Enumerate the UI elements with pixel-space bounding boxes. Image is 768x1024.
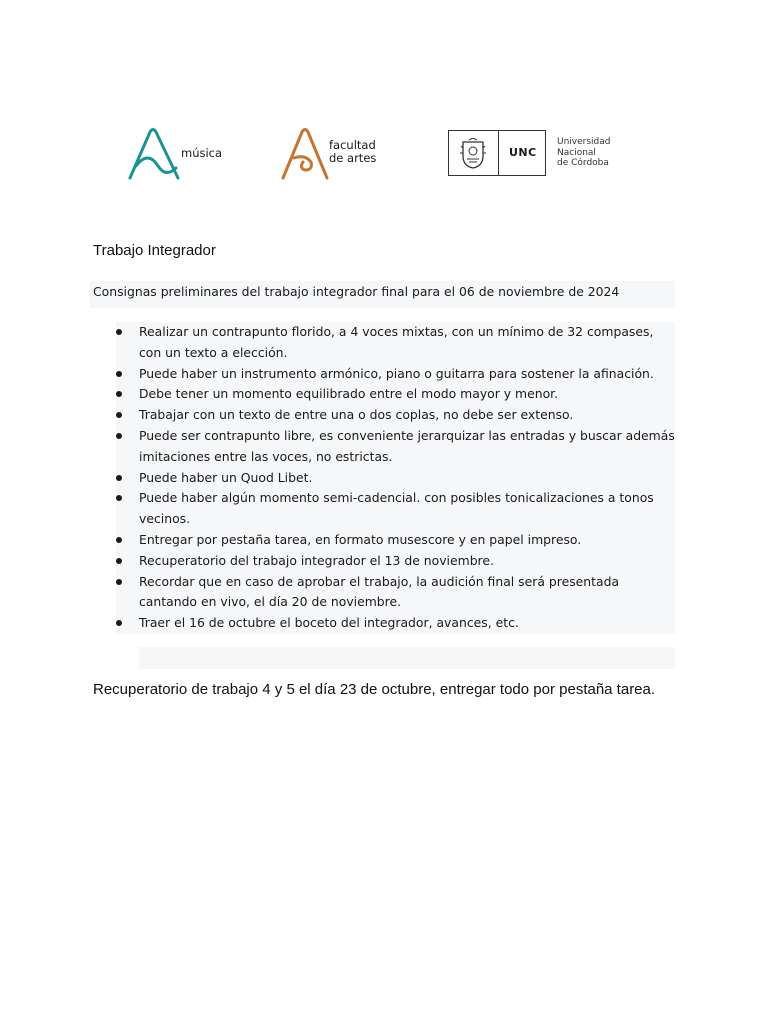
bullet-icon [116,329,122,335]
bullet-icon [116,391,122,397]
bullet-icon [116,412,122,418]
unc-name-line3: de Córdoba [557,158,609,168]
bullet-icon [116,620,122,626]
musica-wordmark: música [181,146,223,160]
unc-name-line1: Universidad [557,137,611,147]
list-item [116,551,676,572]
list-item [116,572,676,614]
recuperatorio-note: Recuperatorio de trabajo 4 y 5 el día 23 de octubre, entregar todo por pestaña tarea. [93,681,656,698]
unc-box-divider [498,131,499,175]
list-item [116,426,676,468]
unc-box [448,130,546,176]
list-item-text: Puede haber un Quod Libet. [139,469,313,485]
list-item [116,468,676,489]
list-item-text: Entregar por pestaña tarea, en formato musescore y en papel impreso. [139,531,582,547]
bullet-icon [116,371,122,377]
empty-highlight-line [139,647,675,669]
list-item-text: Recordar que en caso de aprobar el trabajo, la audición final será presentada cantando en vivo, el día 20 de noviembre. [139,573,620,610]
list-item-text: Realizar un contrapunto florido, a 4 voces mixtas, con un mínimo de 32 compases, con un texto a elección. [139,324,654,360]
facultad-artes-wordmark [329,139,376,165]
list-item-text: Puede ser contrapunto libre, es conveniente jerarquizar las entradas y buscar además imitaciones entre las voces, no estrictas. [139,427,675,464]
list-item-text: Puede haber un instrumento armónico, piano o guitarra para sostener la afinación. [139,365,654,381]
facultad-artes-logo [281,128,391,180]
crest-icon [458,138,488,170]
letter-a-icon [128,128,184,180]
instructions-list [116,322,676,634]
list-item [116,384,676,405]
list-item-text: Recuperatorio del trabajo integrador el 13 de noviembre. [139,552,494,568]
list-item-text: Trabajar con un texto de entre una o dos coplas, no debe ser extenso. [139,407,574,423]
document-title: Trabajo Integrador [93,242,216,259]
bullet-icon [116,495,122,501]
bullet-icon [116,537,122,543]
list-item-text: Debe tener un momento equilibrado entre el modo mayor y menor. [139,386,559,402]
bullet-icon [116,558,122,564]
unc-name-line2: Nacional [557,147,596,158]
list-item [116,613,676,634]
musica-logo [128,128,228,180]
list-item [116,488,676,530]
list-item [116,364,676,385]
unc-full-name [557,137,611,169]
facultad-wordmark-line2: de artes [329,151,377,165]
list-item [116,530,676,551]
list-item-text: Traer el 16 de octubre el boceto del integrador, avances, etc. [139,615,519,631]
bullet-icon [116,475,122,481]
list-item [116,322,676,364]
list-item [116,405,676,426]
bullet-icon [116,433,122,439]
document-subtitle: Consignas preliminares del trabajo integrador final para el 06 de noviembre de 2024 [93,284,620,299]
unc-acronym: UNC [509,146,537,159]
unc-logo [448,130,618,180]
facultad-wordmark-line1: facultad [329,138,376,152]
list-item-text: Puede haber algún momento semi-cadencial. con posibles tonicalizaciones a tonos vecinos. [139,490,654,527]
letter-a-icon [281,128,331,180]
logo-header [0,120,768,190]
bullet-icon [116,579,122,585]
